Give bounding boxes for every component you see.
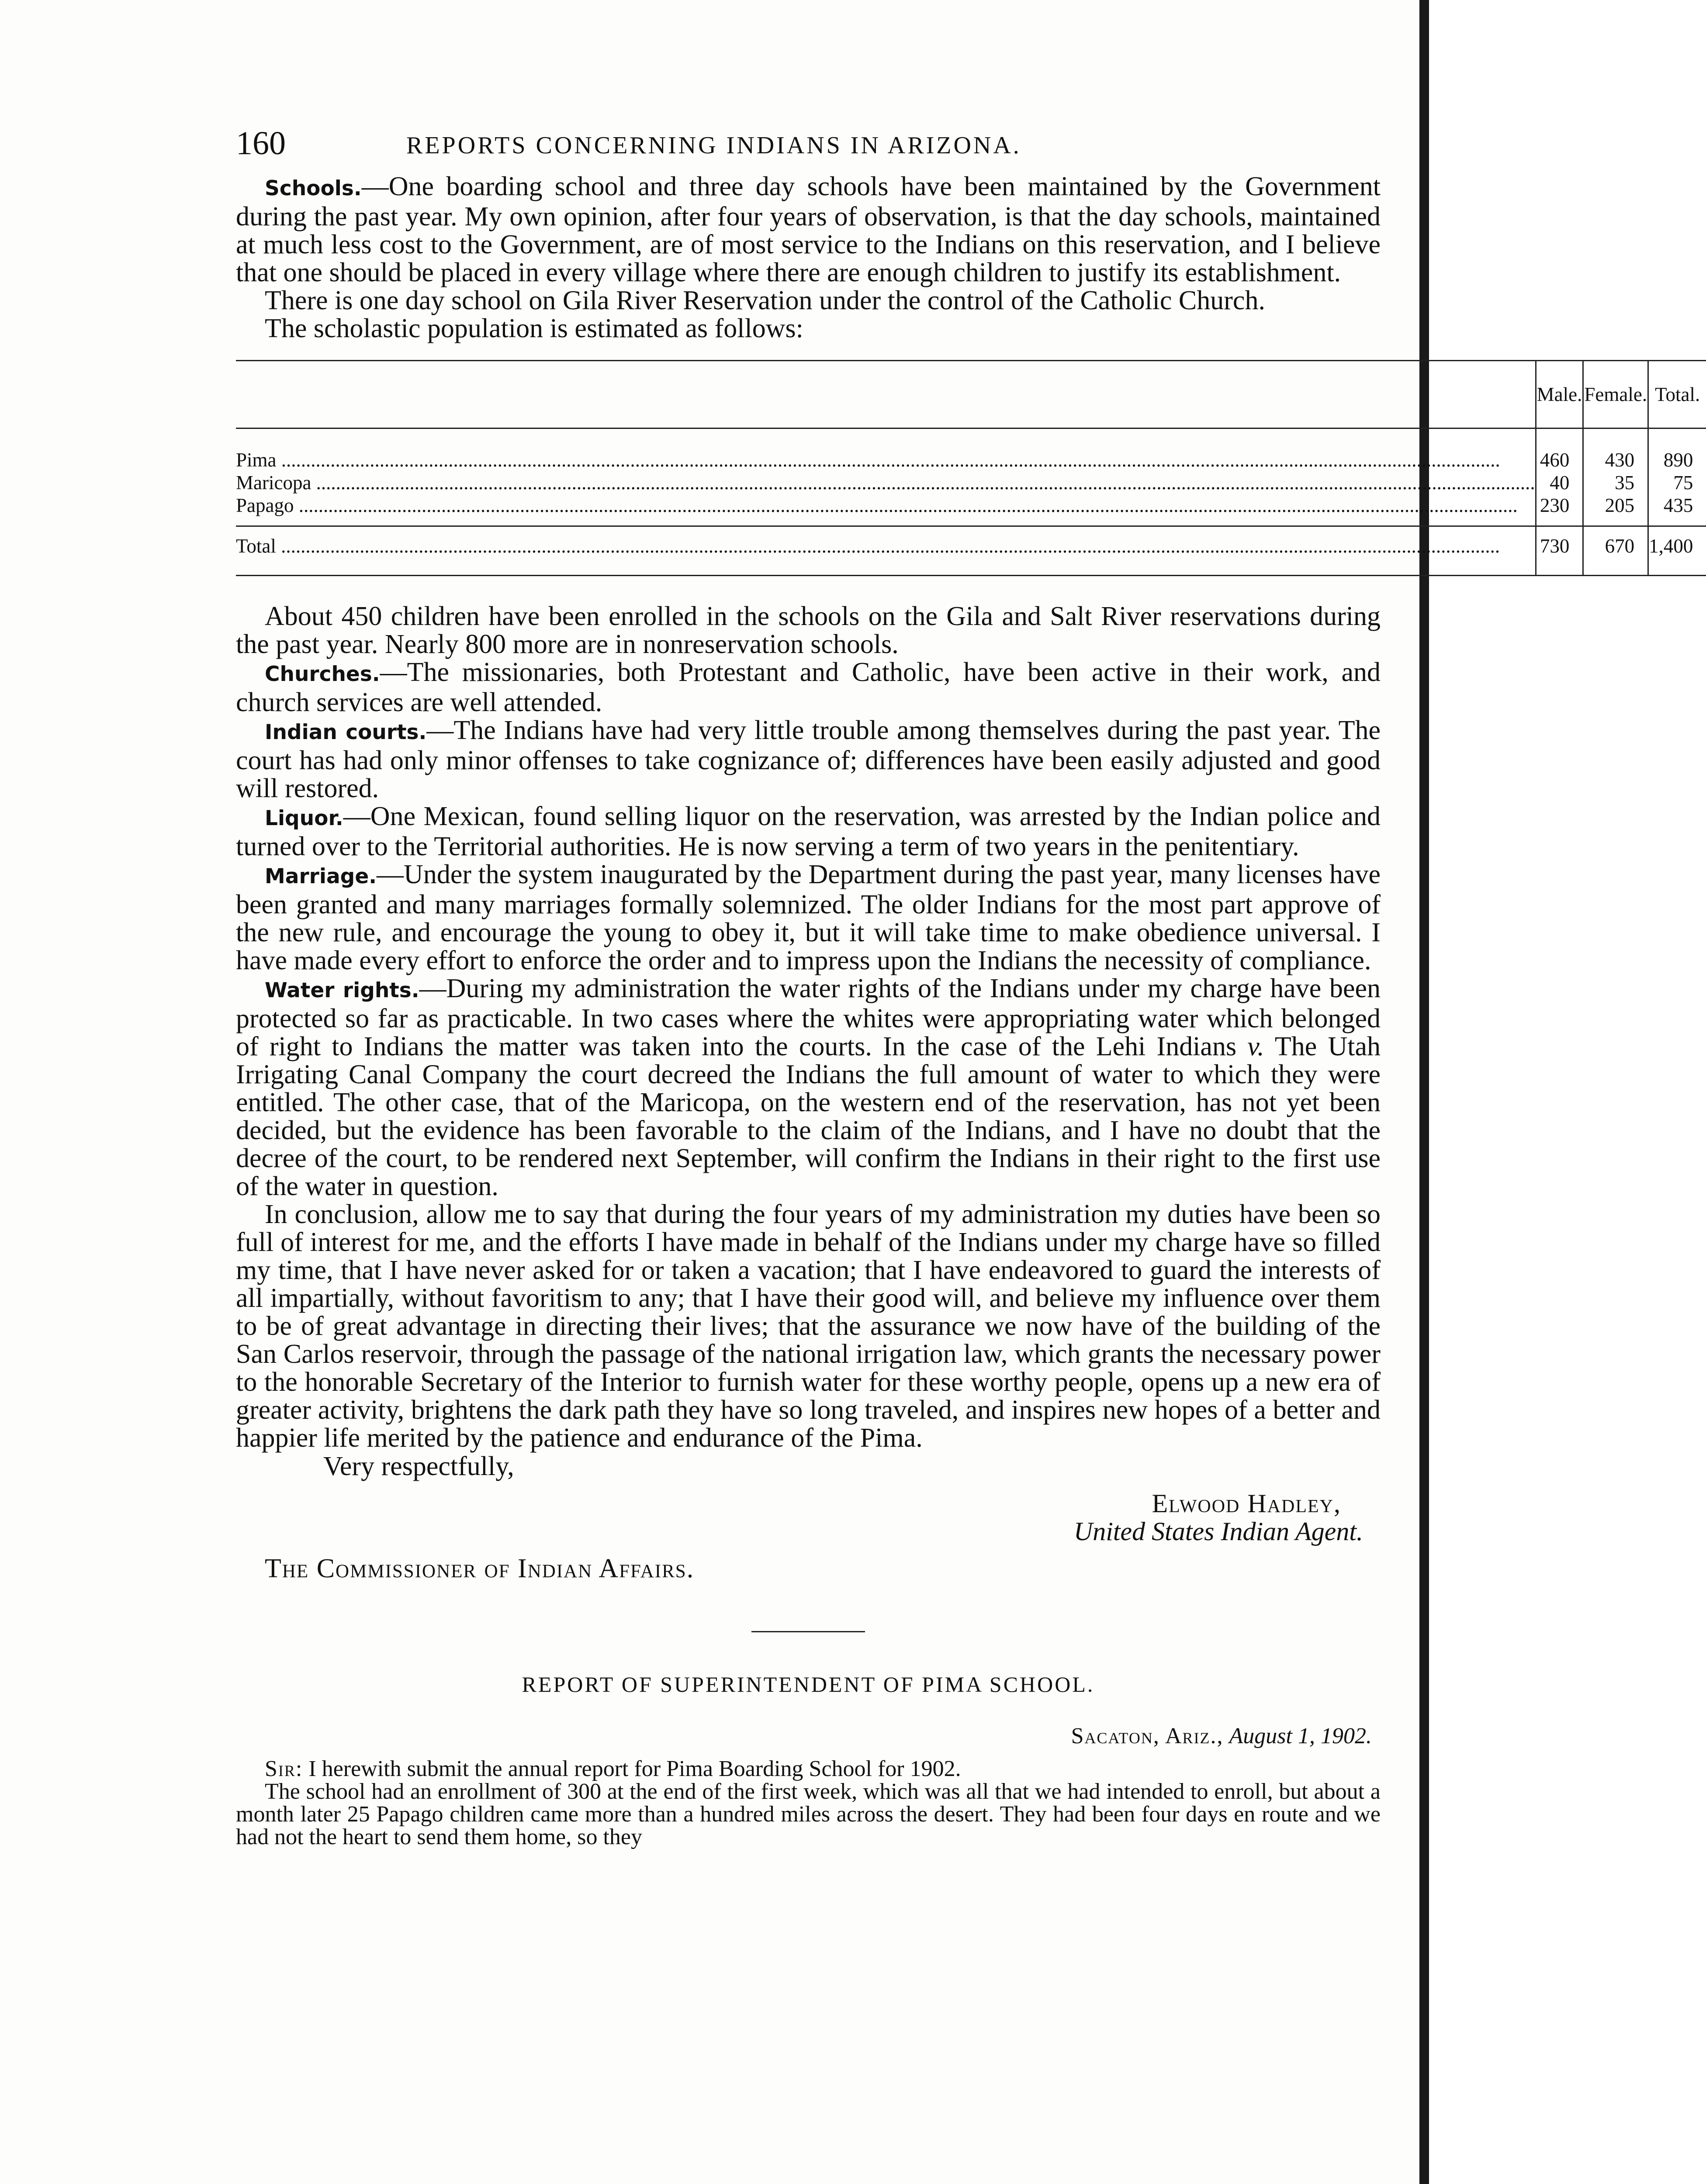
courts-heading: Indian courts. [265, 720, 427, 744]
running-title: REPORTS CONCERNING INDIANS IN ARIZONA. [406, 132, 1021, 159]
scholastic-population-table [236, 360, 1706, 576]
marriage-paragraph [236, 860, 1381, 975]
liquor-paragraph [236, 802, 1381, 860]
row-total: 75 [1648, 471, 1706, 494]
section-divider [751, 1631, 865, 1632]
row-male: 230 [1536, 494, 1583, 526]
water-rights-heading: Water rights. [265, 978, 419, 1002]
courts-paragraph [236, 716, 1381, 802]
row-female: 430 [1583, 429, 1648, 472]
total-male: 730 [1536, 526, 1583, 576]
page-number: 160 [236, 125, 286, 162]
schools-paragraph [236, 173, 1381, 287]
header-female: Female. [1583, 361, 1648, 429]
row-total: 890 [1648, 429, 1706, 472]
running-head [236, 124, 1381, 173]
row-label: Maricopa ..... [236, 472, 1535, 494]
header-total: Total. [1648, 361, 1706, 429]
row-female: 35 [1583, 471, 1648, 494]
marriage-heading: Marriage. [265, 864, 377, 888]
report-intro-paragraph [236, 1758, 1381, 1780]
report-enrollment-paragraph: The school had an enrollment of 300 at the end of the first week, which was all that we had intended to enroll, but about a month later 25 Papago children came more than a hundred miles across the desert. They had been four days en route and we had not the heart to send them home, so they [236, 1779, 1381, 1849]
churches-paragraph [236, 658, 1381, 716]
liquor-heading: Liquor. [265, 806, 343, 830]
salutation-sir: Sir: [265, 1756, 303, 1781]
table-header-blank [236, 361, 1536, 429]
schools-heading: Schools. [265, 176, 362, 200]
water-rights-paragraph [236, 975, 1381, 1200]
dateline [236, 1723, 1381, 1749]
marriage-text: —Under the system inaugurated by the Department during the past year, many licenses have been granted and many marriages formally solemnized. The older Indians for the most part approve of the new rule, and encourage the young to obey it, but it will take time to make obedience universal. I have made every effort to enforce the order and to impress upon the Indians the necessity of compliance. [236, 860, 1381, 975]
row-male: 40 [1536, 471, 1583, 494]
row-female: 205 [1583, 494, 1648, 526]
report-title: REPORT OF SUPERINTENDENT OF PIMA SCHOOL. [522, 1672, 1095, 1697]
scan-edge-right [1419, 0, 1429, 2184]
liquor-text: —One Mexican, found selling liquor on the reservation, was arrested by the Indian police and turned over to the Territorial authorities. He is now serving a term of two years in the penitentiary. [236, 802, 1381, 861]
row-total: 435 [1648, 494, 1706, 526]
versus-abbrev: v. [1247, 1032, 1264, 1061]
total-female: 670 [1583, 526, 1648, 576]
addressee: The Commissioner of Indian Affairs. [265, 1554, 695, 1583]
table-total-row [236, 526, 1706, 576]
total-label: Total ..... [236, 535, 1500, 557]
signer-name: Elwood Hadley, [1152, 1489, 1341, 1518]
table-header-row [236, 361, 1706, 429]
row-label: Papago ..... [236, 494, 1518, 516]
signer-title: United States Indian Agent. [1073, 1517, 1363, 1546]
report-intro-text: I herewith submit the annual report for Pima Boarding School for 1902. [303, 1756, 961, 1781]
salutation: Very respectfully, [323, 1451, 514, 1481]
churches-text: —The missionaries, both Protestant and Catholic, have been active in their work, and church services are well attended. [236, 657, 1381, 717]
total-total: 1,400 [1648, 526, 1706, 576]
table-row [236, 429, 1706, 472]
enrollment-paragraph: About 450 children have been enrolled in the schools on the Gila and Salt River reservations during the past year. Nearly 800 more are in nonreservation schools. [236, 601, 1381, 659]
dateline-place: Sacaton, Ariz., [1071, 1724, 1224, 1749]
table-row [236, 494, 1706, 526]
catholic-school-paragraph: There is one day school on Gila River Reservation under the control of the Catholic Church. [265, 286, 1265, 315]
water-text-2: The Utah Irrigating Canal Company the court decreed the Indians the full amount of water to which they were entitled. The other case, that of the Maricopa, on the western end of the reservation, has not yet been decided, but the evidence has been favorable to the claim of the Indians, and I have no doubt that the decree of the court, to be rendered next September, will confirm the Indians in their right to the first use of the water in question. [236, 1032, 1381, 1201]
table-row [236, 471, 1706, 494]
courts-text: —The Indians have had very little trouble among themselves during the past year. The court has had only minor offenses to take cognizance of; differences have been easily adjusted and good will restored. [236, 715, 1381, 803]
churches-heading: Churches. [265, 662, 380, 686]
row-male: 460 [1536, 429, 1583, 472]
water-text-1: —During my administration the water rights of the Indians under my charge have been protected so far as practicable. In two cases where the whites were appropriating water which belonged of right to Indians the matter was taken into the courts. In the case of the Lehi Indians [236, 974, 1381, 1061]
page-content [236, 124, 1700, 1849]
dateline-date: August 1, 1902. [1229, 1724, 1372, 1749]
conclusion-paragraph: In conclusion, allow me to say that during the four years of my administration my duties have been so full of interest for me, and the efforts I have made in behalf of the Indians under my charge have so filled my time, that I have never asked for or taken a vacation; that I have endeavored to guard the interests of all impartially, without favoritism to any; that I have their good will, and believe my influence over them to be of great advantage in directing their lives; that the assurance we now have of the building of the San Carlos reservoir, through the passage of the national irrigation law, which grants the necessary power to the honorable Secretary of the Interior to furnish water for these worthy people, opens up a new era of greater activity, brightens the dark path they have so long traveled, and inspires new hopes of a better and happier life merited by the patience and endurance of the Pima. [236, 1199, 1381, 1453]
row-label: Pima ..... [236, 449, 1500, 471]
header-male: Male. [1536, 361, 1583, 429]
schools-text: —One boarding school and three day schools have been maintained by the Government during the past year. My own opinion, after four years of observation, is that the day schools, maintained at much less cost to the Government, are of most service to the Indians on this reservation, and I believe that one should be placed in every village where there are enough children to justify its establishment. [236, 172, 1381, 287]
scholastic-intro: The scholastic population is estimated as follows: [265, 314, 803, 343]
